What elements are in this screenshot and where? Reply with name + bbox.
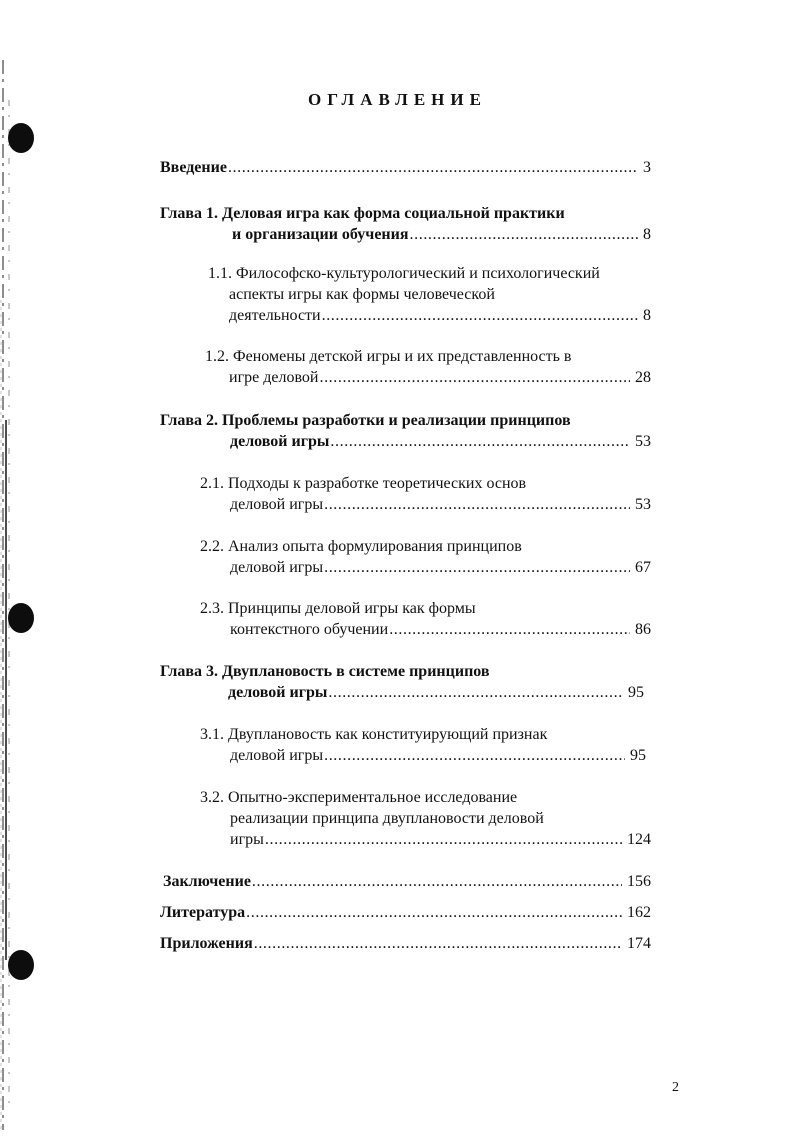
- toc-entry-label: 1.2. Феномены детской игры и их представленность в: [205, 348, 572, 365]
- toc-entry-section-2-1[interactable]: [200, 473, 651, 515]
- toc-page-number: 28: [635, 369, 651, 386]
- toc-entry-label: Введение: [160, 159, 227, 176]
- toc-entry-section-3-2[interactable]: [200, 787, 651, 850]
- toc-page-number: 124: [627, 831, 651, 848]
- toc-page-number: 67: [635, 559, 651, 576]
- toc-leader: [324, 557, 630, 578]
- toc-page-number: 3: [643, 159, 651, 176]
- toc-page-number: 162: [627, 904, 651, 921]
- punch-hole: [8, 603, 34, 633]
- toc-entry-label: 2.2. Анализ опыта формулирования принципов: [200, 538, 522, 555]
- toc-entry-label: Литература: [160, 904, 246, 921]
- toc-entry-label: деловой игры: [228, 684, 328, 701]
- toc-entry-literature[interactable]: [160, 902, 651, 923]
- toc-leader: [322, 305, 638, 326]
- toc-leader: [246, 902, 622, 923]
- toc-page-number: 8: [643, 307, 651, 324]
- toc-entry-label: деловой игры: [230, 559, 324, 576]
- toc-entry-label: реализации принципа двуплановости деловой: [230, 810, 544, 827]
- toc-page-number: 174: [627, 935, 651, 952]
- toc-entry-section-1-2[interactable]: [205, 346, 651, 388]
- toc-entry-label: деловой игры: [230, 747, 324, 764]
- toc-entry-label: 2.3. Принципы деловой игры как формы: [200, 600, 476, 617]
- toc-leader: [265, 829, 622, 850]
- toc-entry-introduction[interactable]: [160, 157, 651, 178]
- toc-leader: [228, 157, 638, 178]
- toc-entry-label: Глава 1. Деловая игра как форма социальной практики: [160, 205, 565, 222]
- toc-entry-section-2-3[interactable]: [200, 598, 651, 640]
- toc-entry-chapter-2[interactable]: [160, 410, 651, 452]
- toc-leader: [252, 871, 622, 892]
- punch-hole: [8, 123, 34, 153]
- toc-leader: [324, 745, 625, 766]
- toc-entry-label: 2.1. Подходы к разработке теоретических основ: [200, 475, 527, 492]
- toc-entry-label: деловой игры: [230, 433, 330, 450]
- toc-page-number: 53: [635, 496, 651, 513]
- toc-leader: [319, 367, 630, 388]
- toc-entry-label: и организации обучения: [232, 226, 409, 243]
- toc-page-number: 156: [627, 873, 651, 890]
- toc-leader: [254, 933, 622, 954]
- toc-entry-label: 3.1. Двуплановость как конституирующий признак: [200, 726, 548, 743]
- toc-entry-label: игре деловой: [229, 369, 319, 386]
- toc-page-number: 8: [643, 226, 651, 243]
- toc-entry-label: 3.2. Опытно-экспериментальное исследование: [200, 789, 518, 806]
- toc-entry-section-3-1[interactable]: [200, 724, 646, 766]
- toc-entry-appendices[interactable]: [160, 933, 651, 954]
- toc-entry-section-1-1[interactable]: [208, 263, 651, 326]
- toc-entry-label: игры: [230, 831, 264, 848]
- toc-entry-label: аспекты игры как формы человеческой: [229, 286, 495, 303]
- toc-entry-conclusion[interactable]: [163, 871, 651, 892]
- toc-page-number: 95: [628, 684, 644, 701]
- toc-entry-label: Глава 3. Двуплановость в системе принципов: [160, 663, 490, 680]
- toc-leader: [324, 494, 630, 515]
- toc-entry-label: Глава 2. Проблемы разработки и реализации принципов: [160, 412, 571, 429]
- toc-entry-label: Приложения: [160, 935, 253, 952]
- toc-leader: [410, 224, 638, 245]
- toc-entry-label: деятельности: [229, 307, 321, 324]
- toc-leader: [389, 619, 630, 640]
- toc-leader: [330, 431, 630, 452]
- toc-entry-chapter-1[interactable]: [160, 203, 651, 245]
- toc-page-number: 86: [635, 621, 651, 638]
- toc-entry-section-2-2[interactable]: [200, 536, 651, 578]
- toc-page-number: 95: [630, 747, 646, 764]
- toc-entry-label: 1.1. Философско-культурологический и психологический: [208, 265, 600, 282]
- toc-entry-label: Заключение: [163, 873, 251, 890]
- toc-entry-chapter-3[interactable]: [160, 661, 644, 703]
- toc-page-number: 53: [635, 433, 651, 450]
- toc-entry-label: контекстного обучении: [230, 621, 389, 638]
- punch-hole: [8, 950, 34, 980]
- page-number: 2: [672, 1080, 679, 1095]
- page-title: ОГЛАВЛЕНИЕ: [308, 90, 487, 109]
- toc-entry-label: деловой игры: [230, 496, 324, 513]
- toc-leader: [328, 682, 623, 703]
